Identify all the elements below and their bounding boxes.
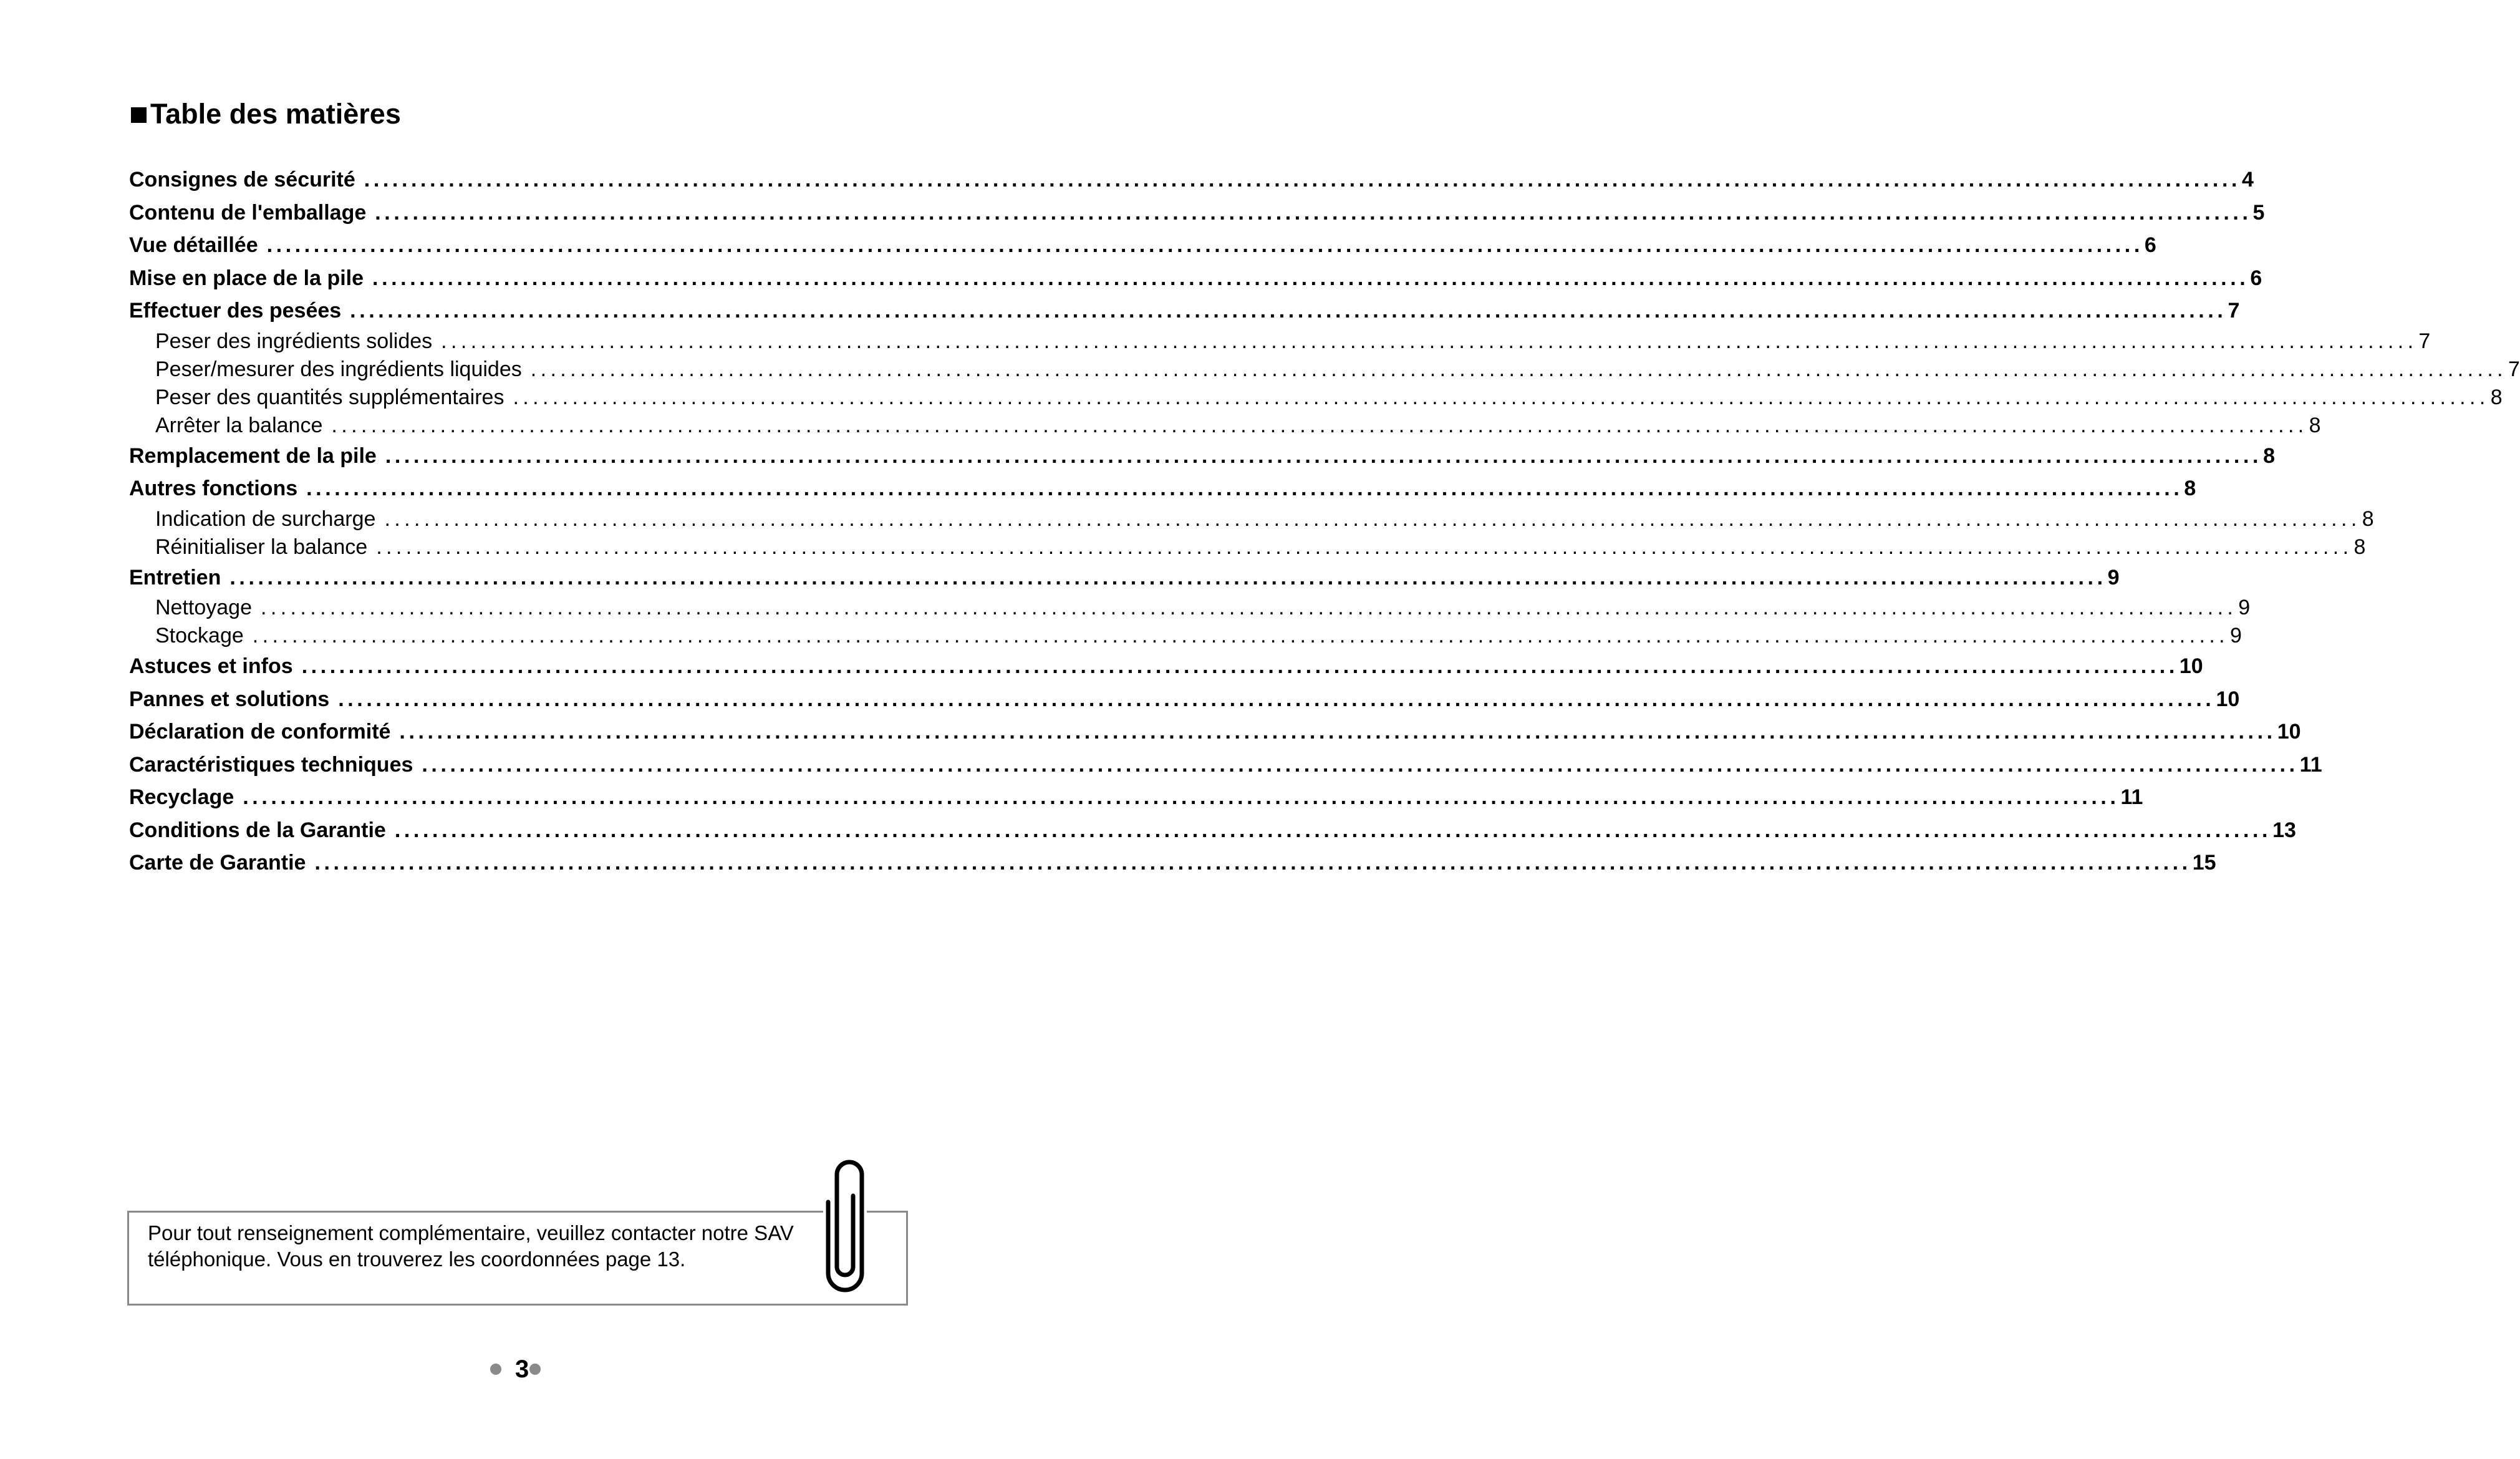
toc-leader-dots: ........................................................................................................................................................................................................ (441, 329, 2418, 353)
toc-entry-page: 7 (2508, 357, 2520, 381)
page-number-dot-right (529, 1364, 541, 1375)
info-note-line-2: téléphonique. Vous en trouverez les coordonnées page 13. (148, 1248, 686, 1271)
toc-entry-label: Consignes de sécurité (129, 168, 355, 191)
toc-leader-dots: ........................................................................................................................................................................................................ (261, 596, 2238, 619)
toc-entry (129, 472, 2196, 505)
toc-entry (129, 163, 2254, 196)
toc-entry-page: 8 (2362, 507, 2374, 531)
toc-subentry (129, 622, 2242, 650)
info-note-line-1: Pour tout renseignement complémentaire, veuillez contacter notre SAV (148, 1221, 794, 1244)
toc-entry (129, 262, 2262, 295)
toc-entry (129, 440, 2275, 473)
toc-subentry (129, 594, 2251, 622)
toc-subentry (129, 505, 2374, 533)
toc-entry-label: Entretien (129, 565, 221, 589)
toc-entry-label: Peser des quantités supplémentaires (155, 385, 504, 409)
toc-leader-dots: ........................................................................................................................................................................................................ (350, 299, 2227, 322)
toc-entry (129, 749, 2322, 782)
toc-entry-page: 7 (2228, 299, 2240, 322)
page-title-text: Table des matières (150, 98, 401, 130)
toc-entry-label: Vue détaillée (129, 233, 258, 257)
info-note-box (127, 1211, 908, 1306)
toc-entry-page: 8 (2309, 413, 2321, 437)
toc-entry-page: 8 (2184, 477, 2196, 500)
toc-entry-label: Carte de Garantie (129, 851, 306, 875)
toc-leader-dots: ........................................................................................................................................................................................................ (399, 720, 2276, 744)
toc-entry-page: 11 (2299, 752, 2322, 777)
toc-entry-label: Déclaration de conformité (129, 720, 391, 744)
page-title (131, 94, 401, 135)
toc-entry-page: 10 (2179, 654, 2203, 678)
toc-entry-label: Remplacement de la pile (129, 444, 377, 468)
toc-entry-label: Indication de surcharge (155, 507, 376, 531)
toc-entry (129, 650, 2203, 683)
toc-entry-page: 8 (2263, 444, 2275, 468)
toc-entry-page: 9 (2107, 565, 2120, 589)
toc-entry-label: Peser des ingrédients solides (155, 329, 433, 353)
toc-leader-dots: ........................................................................................................................................................................................................ (384, 507, 2361, 531)
toc-subentry (129, 412, 2321, 440)
toc-entry-page: 7 (2418, 329, 2431, 353)
paperclip-icon (823, 1157, 867, 1291)
toc-leader-dots: ........................................................................................................................................................................................................ (385, 444, 2262, 468)
square-bullet-icon (131, 107, 147, 123)
toc-leader-dots: ........................................................................................................................................................................................................ (331, 413, 2308, 437)
info-note-text (148, 1220, 809, 1272)
toc-entry (129, 561, 2120, 594)
toc-subentry (129, 384, 2503, 412)
toc-entry-page: 5 (2252, 200, 2265, 225)
toc-subentry (129, 356, 2520, 384)
toc-leader-dots: ........................................................................................................................................................................................................ (364, 168, 2241, 191)
toc-entry-page: 6 (2144, 233, 2156, 257)
toc-entry-label: Recyclage (129, 785, 234, 809)
toc-leader-dots: ........................................................................................................................................................................................................ (530, 357, 2508, 381)
toc-entry-label: Réinitialiser la balance (155, 535, 368, 559)
toc-entry-page: 13 (2272, 818, 2296, 842)
toc-leader-dots: ........................................................................................................................................................................................................ (229, 565, 2107, 589)
toc-leader-dots: ........................................................................................................................................................................................................ (314, 851, 2191, 875)
toc-entry (129, 814, 2296, 847)
toc-leader-dots: ........................................................................................................................................................................................................ (394, 818, 2272, 842)
toc-entry-page: 9 (2238, 596, 2251, 619)
toc-entry-label: Astuces et infos (129, 654, 293, 678)
toc-leader-dots: ........................................................................................................................................................................................................ (338, 687, 2215, 711)
toc-entry-label: Effectuer des pesées (129, 299, 342, 322)
table-of-contents (129, 163, 2520, 880)
toc-entry-page: 10 (2216, 687, 2240, 711)
toc-entry-page: 10 (2277, 720, 2301, 744)
toc-entry-label: Caractéristiques techniques (129, 752, 413, 777)
toc-entry-page: 8 (2490, 385, 2503, 409)
toc-entry-label: Stockage (155, 624, 244, 647)
toc-leader-dots: ........................................................................................................................................................................................................ (376, 535, 2353, 559)
toc-leader-dots: ........................................................................................................................................................................................................ (375, 200, 2252, 225)
toc-leader-dots: ........................................................................................................................................................................................................ (243, 785, 2120, 809)
page-number-value: 3 (515, 1355, 529, 1383)
toc-entry-page: 9 (2230, 624, 2242, 647)
toc-entry-label: Arrêter la balance (155, 413, 323, 437)
toc-entry-label: Contenu de l'emballage (129, 200, 367, 225)
toc-entry (129, 683, 2240, 716)
toc-entry-page: 15 (2192, 851, 2216, 875)
toc-entry-label: Autres fonctions (129, 477, 298, 500)
toc-entry (129, 294, 2240, 327)
toc-entry-label: Mise en place de la pile (129, 266, 364, 290)
toc-leader-dots: ........................................................................................................................................................................................................ (306, 477, 2183, 500)
toc-subentry (129, 533, 2366, 561)
toc-entry-label: Conditions de la Garantie (129, 818, 386, 842)
toc-leader-dots: ........................................................................................................................................................................................................ (266, 233, 2143, 257)
toc-entry-page: 8 (2353, 535, 2366, 559)
toc-leader-dots: ........................................................................................................................................................................................................ (252, 624, 2229, 647)
toc-entry-page: 11 (2120, 785, 2143, 809)
toc-entry (129, 715, 2301, 749)
toc-entry-page: 4 (2242, 168, 2254, 191)
page-number-dot-left (490, 1364, 501, 1375)
toc-subentry (129, 327, 2431, 356)
toc-leader-dots: ........................................................................................................................................................................................................ (301, 654, 2178, 678)
toc-entry-page: 6 (2250, 266, 2262, 290)
toc-entry-label: Pannes et solutions (129, 687, 330, 711)
toc-entry-label: Peser/mesurer des ingrédients liquides (155, 357, 522, 381)
toc-entry (129, 196, 2265, 230)
toc-leader-dots: ........................................................................................................................................................................................................ (372, 266, 2249, 290)
toc-entry-label: Nettoyage (155, 596, 252, 619)
toc-entry (129, 781, 2143, 814)
toc-entry (129, 846, 2216, 880)
page-number (490, 1354, 541, 1385)
toc-leader-dots: ........................................................................................................................................................................................................ (513, 385, 2489, 409)
toc-entry (129, 229, 2156, 262)
toc-leader-dots: ........................................................................................................................................................................................................ (422, 752, 2299, 777)
